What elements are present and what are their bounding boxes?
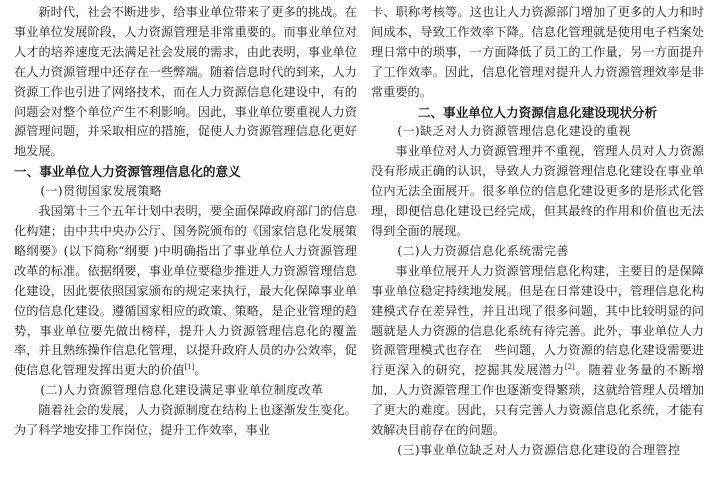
- system-text-end: 。随着业务量的不断增加，人力资源管理工作也逐渐变得繁琐，这就给管理人员增加了更大的难度。因此，只有完善人力资源信息化系统，才能有效解决目前存在的问题。: [371, 363, 705, 438]
- citation-2: [2]: [564, 363, 575, 372]
- reform-paragraph: 随着社会的发展，人力资源制度在结构上也逐渐发生变化。为了科学地安排工作岗位，提升工作效率，事业: [14, 403, 357, 438]
- section-heading-status: 二、事业单位人力资源信息化建设现状分析: [417, 104, 658, 120]
- system-paragraph: [371, 262, 704, 441]
- subheading-lack-attention: (一)缺乏对人力资源管理信息化建设的重视: [397, 124, 631, 139]
- continued-paragraph: 卡、职称考核等。这也让人力资源部门增加了更多的人力和时间成本，导致工作效率下降。信息化管理就是使用电子档案处理日常中的琐事，一方面降低了员工的工作量，另一方面提升了工作效率。因此，信息化管理对提升人力资源管理效率是非常重要的。: [371, 5, 704, 99]
- attention-paragraph: 事业单位对人力资源管理并不重视，管理人员对人力资源没有形成正确的认识，导致人力资源管理信息化建设在事业单位内无法全面展开。很多单位的信息化建设更多的是形式化管理，即便信息化建设已经完成，但其最终的作用和价值也无法得到全面的展现。: [371, 144, 704, 238]
- system-text: 事业单位展开人力资源管理信息化构建，主要目的是保障事业单位稳定持续地发展。但是在日常建设中，管理信息化构建模式存在差异性，并且出现了很多问题，其中比较明显的问题就是人力资源的信息化系统有待完善。此外，事业单位人力资源管理模式也存在 些问题，人力资源的信息化建设需要进行更深入的研究，挖掘其发展潜力: [371, 263, 704, 378]
- policy-paragraph: [14, 202, 357, 381]
- subheading-national-strategy: (一)贯彻国家发展策略: [40, 184, 163, 199]
- subheading-lack-control: (三)事业单位缺乏对人力资源信息化建设的合理管控: [397, 442, 681, 457]
- citation-1: [1]: [184, 363, 195, 372]
- subheading-system-reform: (二)人力资源管理信息化建设满足事业单位制度改革: [40, 383, 324, 398]
- policy-text-end: 。: [194, 363, 207, 378]
- policy-text: 我国第十三个五年计划中表明，要全面保障政府部门的信息化构建；由中共中央办公厅、国务院颁布的《国家信息化发展策略纲要》(以下简称“纲要 )中明确指出了事业单位人力资源管理改革的标准。依据纲要，事业单位要稳步推进人力资源管理信息化建设，因此要依照国家颁布的规定来执行，最大化保障事业单位的信息化建设。遵循国家相应的政策、策略，是企业管理的趋势，事业单位要先做出榜样，提升人力资源管理信息化的覆盖率，并且熟练操作信息化管理，以提升政府人员的办公效率，促使信息化管理发挥出更大的价值: [14, 204, 357, 378]
- left-column: [14, 3, 357, 441]
- section-heading-significance: 一、事业单位人力资源管理信息化的意义: [14, 164, 241, 180]
- right-column: [371, 3, 704, 461]
- intro-paragraph: 新时代，社会不断进步，给事业单位带来了更多的挑战。在事业单位发展阶段，人力资源管理是非常重要的。而事业单位对人才的培养速度无法满足社会发展的需求，由此表明，事业单位在人力资源管理中还存在一些弊端。随着信息时代的到来，人力资源工作也引进了网络技术，而在人力资源信息化建设中，有的问题会对整个单位产生不利影响。因此，事业单位要重视人力资源管理问题，并采取相应的措施，促使人力资源管理信息化更好地发展。: [14, 5, 357, 159]
- subheading-system-improvement: (二)人力资源信息化系统需完善: [397, 243, 569, 258]
